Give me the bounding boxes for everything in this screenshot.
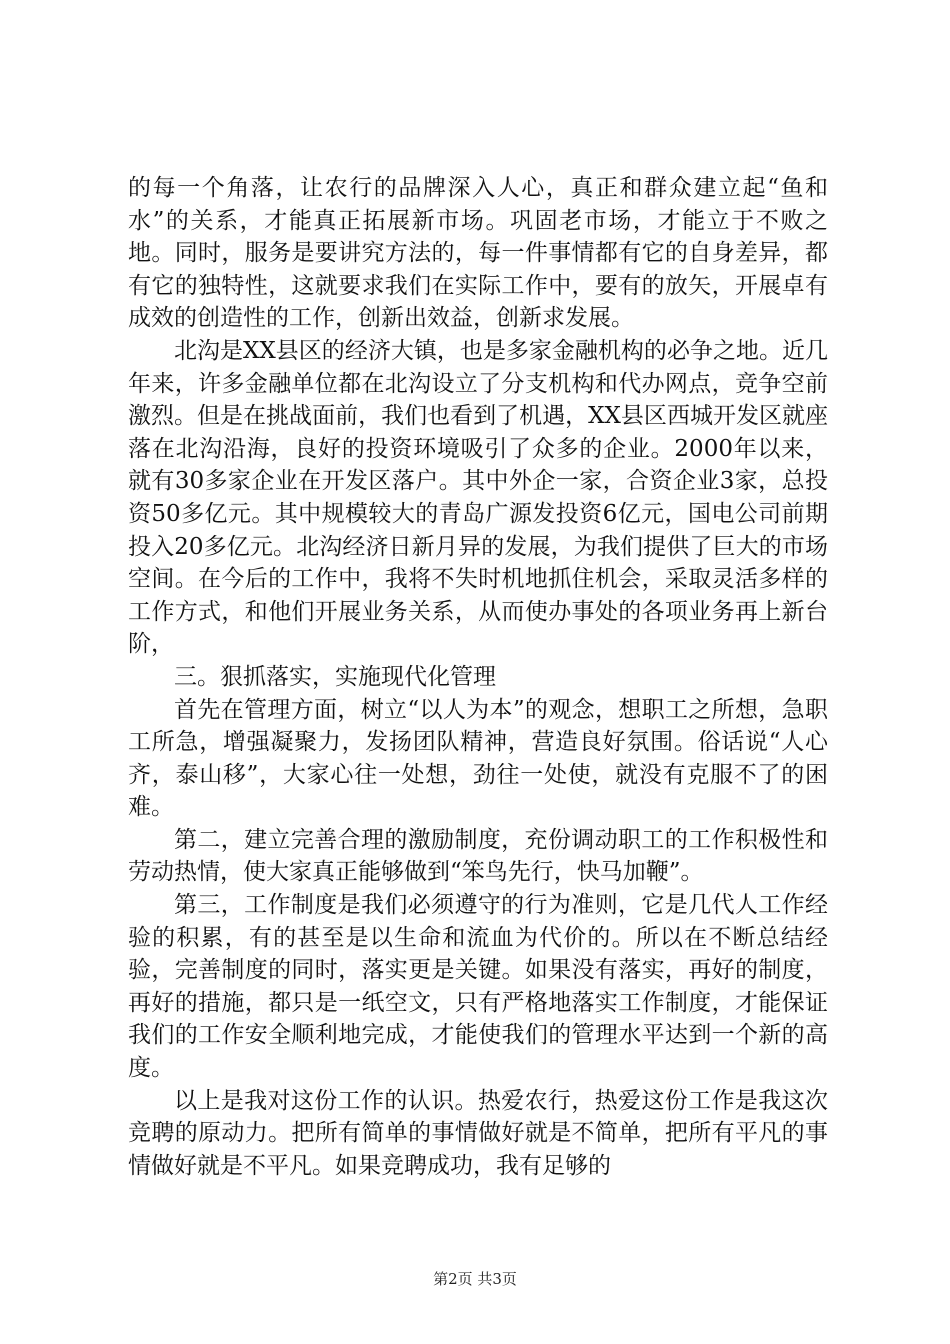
paragraph-3: 首先在管理方面，树立“以人为本”的观念，想职工之所想，急职工所急，增强凝聚力，发扬团队精神，营造良好氛围。俗话说“人心齐，泰山移”，大家心往一处想，劲往一处使，就没有克服不了的困难。 — [128, 696, 828, 821]
paragraph-6: 以上是我对这份工作的认识。热爱农行，热爱这份工作是我这次竞聘的原动力。把所有简单的事情做好就是不简单，把所有平凡的事情做好就是不平凡。如果竞聘成功，我有足够的 — [128, 1087, 828, 1179]
paragraph-1: 的每一个角落，让农行的品牌深入人心，真正和群众建立起“鱼和水”的关系，才能真正拓展新市场。巩固老市场，才能立于不败之地。同时，服务是要讲究方法的，每一件事情都有它的自身差异，都有它的独特性，这就要求我们在实际工作中，要有的放矢，开展卓有成效的创造性的工作，创新出效益，创新求发展。 — [128, 175, 828, 332]
page-footer: 第2页 共3页 — [433, 1270, 517, 1288]
paragraph-4: 第二，建立完善合理的激励制度，充份调动职工的工作积极性和劳动热情，使大家真正能够做到“笨鸟先行，快马加鞭”。 — [128, 826, 828, 886]
paragraph-2: 北沟是XX县区的经济大镇，也是多家金融机构的必争之地。近几年来，许多金融单位都在北沟设立了分支机构和代办网点，竞争空前激烈。但是在挑战面前，我们也看到了机遇，XX县区西城开发区就座落在北沟沿海，良好的投资环境吸引了众多的企业。2000年以来，就有30多家企业在开发区落户。其中外企一家，合资企业3家，总投资50多亿元。其中规模较大的青岛广源发投资6亿元，国电公司前期投入20多亿元。北沟经济日新月异的发展，为我们提供了巨大的市场空间。在今后的工作中，我将不失时机地抓住机会，采取灵活多样的工作方式，和他们开展业务关系，从而使办事处的各项业务再上新台阶， — [128, 337, 828, 658]
document-body — [128, 172, 828, 1182]
paragraph-5: 第三，工作制度是我们必须遵守的行为准则，它是几代人工作经验的积累，有的甚至是以生命和流血为代价的。所以在不断总结经验，完善制度的同时，落实更是关键。如果没有落实，再好的制度，再好的措施，都只是一纸空文，只有严格地落实工作制度，才能保证我们的工作安全顺利地完成，才能使我们的管理水平达到一个新的高度。 — [128, 892, 828, 1082]
section-heading: 三。狠抓落实，实施现代化管理 — [174, 663, 496, 690]
